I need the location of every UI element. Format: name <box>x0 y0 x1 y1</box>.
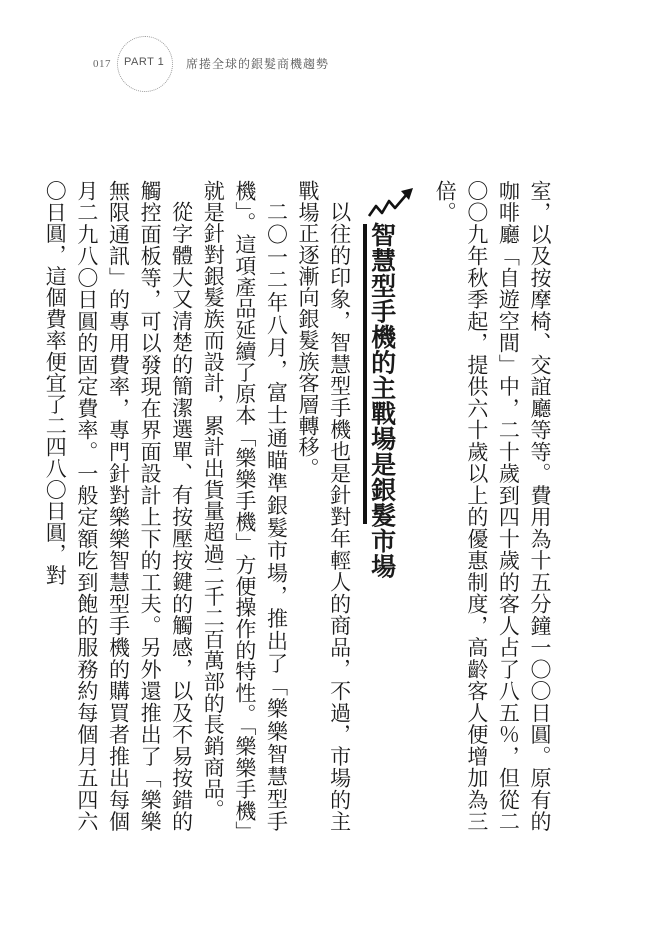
paragraph: 從字體大又清楚的簡潔選單、有按壓按鍵的觸感，以及不易按錯的觸控面板等，可以發現在界面設計上下的工夫。另外還推出了「樂樂無限通訊」的專用費率，專門針對樂樂智慧型手機的購買者推出每個月二九八〇日圓的固定費率。一般定額吃到飽的服務約每個月五四六〇日圓，這個費率便宜了二四八〇日圓，對 <box>43 180 194 832</box>
page-number: 017 <box>93 58 111 70</box>
chapter-title: 席捲全球的銀髮商機趨勢 <box>186 57 330 71</box>
paragraph-spacer <box>415 180 429 832</box>
paragraph: 二〇一二年八月，富士通瞄準銀髮市場，推出了「樂樂智慧型手機」。這項產品延續了原本「樂樂手機」方便操作的特性。「樂樂手機」就是針對銀髮族而設計，累計出貨量超過二千二百萬部的長銷商品。 <box>201 180 289 832</box>
section-heading: 智慧型手機的主戰場是銀髮市場 <box>367 222 397 579</box>
section-heading-block <box>355 180 415 832</box>
zigzag-arrow-icon <box>367 186 417 220</box>
part-label: PART 1 <box>124 56 165 68</box>
paragraph: 以往的印象，智慧型手機也是針對年輕人的商品，不過，市場的主戰場正逐漸向銀髮族客層轉移。 <box>296 180 352 832</box>
vertical-body-text <box>39 180 555 832</box>
paragraph-continued: 室，以及按摩椅、交誼廳等等。費用為十五分鐘一〇〇日圓。原有的咖啡廳「自遊空間」中，二十歲到四十歲的客人占了八五％，但從二〇〇九年秋季起，提供六十歲以上的優惠制度，高齡客人便增加為三倍。 <box>433 180 552 832</box>
running-header <box>0 0 663 110</box>
